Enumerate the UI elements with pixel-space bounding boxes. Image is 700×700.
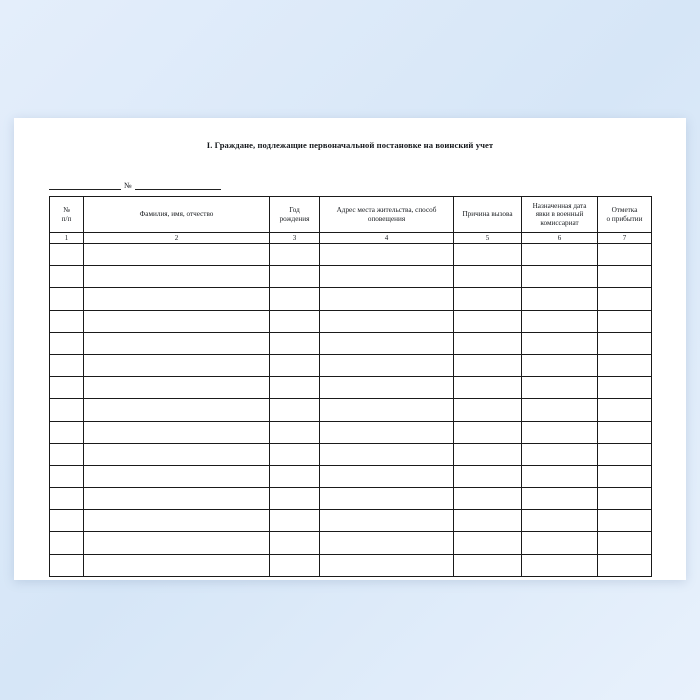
- table-cell[interactable]: [522, 510, 598, 532]
- table-cell[interactable]: [50, 488, 84, 510]
- table-cell[interactable]: [454, 554, 522, 576]
- column-number-1: 1: [50, 233, 84, 244]
- table-cell[interactable]: [320, 332, 454, 354]
- header-blank-left[interactable]: [49, 180, 121, 190]
- table-cell[interactable]: [50, 244, 84, 266]
- column-header-birthyear-line1: Год: [289, 206, 300, 215]
- table-cell[interactable]: [454, 310, 522, 332]
- table-cell[interactable]: [454, 532, 522, 554]
- table-cell[interactable]: [270, 288, 320, 310]
- table-cell[interactable]: [522, 488, 598, 510]
- table-cell[interactable]: [84, 244, 270, 266]
- table-row: [50, 377, 652, 399]
- column-number-4: 4: [320, 233, 454, 244]
- table-cell[interactable]: [84, 266, 270, 288]
- table-cell[interactable]: [270, 465, 320, 487]
- table-cell[interactable]: [270, 354, 320, 376]
- document-page: [14, 118, 686, 580]
- table-cell[interactable]: [598, 554, 652, 576]
- table-row: [50, 532, 652, 554]
- table-cell[interactable]: [50, 465, 84, 487]
- table-cell[interactable]: [84, 510, 270, 532]
- table-row: [50, 354, 652, 376]
- table-row: [50, 310, 652, 332]
- table-cell[interactable]: [320, 377, 454, 399]
- table-cell[interactable]: [270, 310, 320, 332]
- column-number-5: 5: [454, 233, 522, 244]
- table-cell[interactable]: [320, 554, 454, 576]
- table-cell[interactable]: [320, 354, 454, 376]
- column-header-appointed-date-line3: комиссариат: [540, 218, 579, 227]
- table-cell[interactable]: [50, 377, 84, 399]
- table-cell[interactable]: [598, 488, 652, 510]
- table-cell[interactable]: [50, 288, 84, 310]
- table-cell[interactable]: [270, 399, 320, 421]
- table-row: [50, 465, 652, 487]
- table-cell[interactable]: [598, 288, 652, 310]
- table-row: [50, 288, 652, 310]
- table-cell[interactable]: [598, 532, 652, 554]
- table-cell[interactable]: [454, 443, 522, 465]
- table-cell[interactable]: [522, 443, 598, 465]
- table-cell[interactable]: [522, 421, 598, 443]
- table-cell[interactable]: [270, 377, 320, 399]
- table-cell[interactable]: [522, 465, 598, 487]
- table-cell[interactable]: [270, 244, 320, 266]
- column-header-address: [320, 197, 454, 233]
- column-header-fullname: [84, 197, 270, 233]
- column-header-address-line1: Адрес места жительства, способ: [336, 206, 437, 215]
- column-header-appointed-date-line1: Назначенная дата: [532, 202, 587, 211]
- table-cell[interactable]: [598, 332, 652, 354]
- table-header-row: [50, 197, 652, 233]
- page-title: I. Граждане, подлежащие первоначальной постановке на воинский учет: [206, 140, 494, 150]
- table-cell[interactable]: [598, 377, 652, 399]
- table-cell[interactable]: [50, 554, 84, 576]
- table-cell[interactable]: [50, 310, 84, 332]
- table-cell[interactable]: [84, 488, 270, 510]
- table-cell[interactable]: [598, 465, 652, 487]
- table-cell[interactable]: [50, 399, 84, 421]
- table-cell[interactable]: [84, 421, 270, 443]
- table-row: [50, 510, 652, 532]
- table-cell[interactable]: [320, 510, 454, 532]
- table-cell[interactable]: [522, 266, 598, 288]
- number-sign-label: №: [124, 181, 132, 190]
- table-cell[interactable]: [522, 399, 598, 421]
- column-header-arrival-mark-line2: о прибытии: [606, 214, 643, 223]
- table-cell[interactable]: [84, 532, 270, 554]
- table-cell[interactable]: [598, 399, 652, 421]
- table-cell[interactable]: [598, 443, 652, 465]
- column-number-6: 6: [522, 233, 598, 244]
- table-cell[interactable]: [270, 532, 320, 554]
- column-header-number-line2: п/п: [61, 214, 72, 223]
- table-cell[interactable]: [50, 510, 84, 532]
- table-cell[interactable]: [320, 465, 454, 487]
- table-cell[interactable]: [270, 421, 320, 443]
- table-cell[interactable]: [320, 488, 454, 510]
- table-cell[interactable]: [454, 354, 522, 376]
- column-header-address-line2: оповещения: [367, 214, 406, 223]
- column-header-number: [50, 197, 84, 233]
- table-cell[interactable]: [522, 288, 598, 310]
- table-cell[interactable]: [84, 399, 270, 421]
- table-cell[interactable]: [454, 421, 522, 443]
- table-row: [50, 244, 652, 266]
- column-header-birthyear: [270, 197, 320, 233]
- table-cell[interactable]: [320, 421, 454, 443]
- table-cell[interactable]: [50, 421, 84, 443]
- table-row: [50, 421, 652, 443]
- column-header-birthyear-line2: рождения: [279, 214, 310, 223]
- table-row: [50, 443, 652, 465]
- table-cell[interactable]: [84, 554, 270, 576]
- form-header-line: [49, 180, 329, 194]
- table-cell[interactable]: [598, 266, 652, 288]
- table-cell[interactable]: [320, 288, 454, 310]
- table-cell[interactable]: [320, 244, 454, 266]
- table-cell[interactable]: [50, 354, 84, 376]
- table-cell[interactable]: [522, 332, 598, 354]
- table-cell[interactable]: [454, 377, 522, 399]
- column-header-number-line1: №: [63, 206, 70, 215]
- table-cell[interactable]: [598, 510, 652, 532]
- table-cell[interactable]: [320, 532, 454, 554]
- table-cell[interactable]: [50, 266, 84, 288]
- table-cell[interactable]: [454, 244, 522, 266]
- table-cell[interactable]: [270, 332, 320, 354]
- table-cell[interactable]: [598, 421, 652, 443]
- registry-table: [49, 196, 652, 577]
- table-cell[interactable]: [84, 332, 270, 354]
- table-cell[interactable]: [522, 554, 598, 576]
- column-header-arrival-mark-line1: Отметка: [611, 206, 638, 215]
- table-cell[interactable]: [270, 510, 320, 532]
- table-cell[interactable]: [50, 332, 84, 354]
- table-cell[interactable]: [84, 310, 270, 332]
- table-row: [50, 488, 652, 510]
- table-body: [50, 244, 652, 577]
- table-cell[interactable]: [320, 310, 454, 332]
- table-cell[interactable]: [454, 510, 522, 532]
- table-cell[interactable]: [598, 354, 652, 376]
- table-cell[interactable]: [454, 488, 522, 510]
- table-cell[interactable]: [522, 354, 598, 376]
- column-header-fullname-line1: Фамилия, имя, отчество: [139, 210, 214, 219]
- table-cell[interactable]: [598, 244, 652, 266]
- header-blank-right[interactable]: [135, 180, 221, 190]
- table-cell[interactable]: [522, 532, 598, 554]
- table-cell[interactable]: [84, 377, 270, 399]
- table-row: [50, 399, 652, 421]
- table-cell[interactable]: [270, 554, 320, 576]
- column-header-appointed-date-line2: явки в военный: [535, 210, 584, 219]
- table-cell[interactable]: [454, 399, 522, 421]
- column-header-reason-line1: Причина вызова: [462, 210, 513, 219]
- table-cell[interactable]: [454, 332, 522, 354]
- column-number-3: 3: [270, 233, 320, 244]
- table-column-number-row: [50, 233, 652, 244]
- table-cell[interactable]: [522, 310, 598, 332]
- table-cell[interactable]: [454, 266, 522, 288]
- table-cell[interactable]: [320, 443, 454, 465]
- column-header-appointed-date: [522, 197, 598, 233]
- table-cell[interactable]: [454, 465, 522, 487]
- table-cell[interactable]: [598, 310, 652, 332]
- table-cell[interactable]: [270, 488, 320, 510]
- column-header-reason: [454, 197, 522, 233]
- table-cell[interactable]: [270, 266, 320, 288]
- table-cell[interactable]: [320, 266, 454, 288]
- table-cell[interactable]: [320, 399, 454, 421]
- column-number-7: 7: [598, 233, 652, 244]
- table-cell[interactable]: [84, 288, 270, 310]
- table-cell[interactable]: [50, 532, 84, 554]
- column-number-2: 2: [84, 233, 270, 244]
- table-cell[interactable]: [454, 288, 522, 310]
- table-cell[interactable]: [522, 377, 598, 399]
- table-cell[interactable]: [522, 244, 598, 266]
- table-row: [50, 266, 652, 288]
- table-cell[interactable]: [270, 443, 320, 465]
- table-row: [50, 554, 652, 576]
- table-cell[interactable]: [50, 443, 84, 465]
- table-cell[interactable]: [84, 443, 270, 465]
- column-header-arrival-mark: [598, 197, 652, 233]
- table-cell[interactable]: [84, 354, 270, 376]
- table-row: [50, 332, 652, 354]
- table-cell[interactable]: [84, 465, 270, 487]
